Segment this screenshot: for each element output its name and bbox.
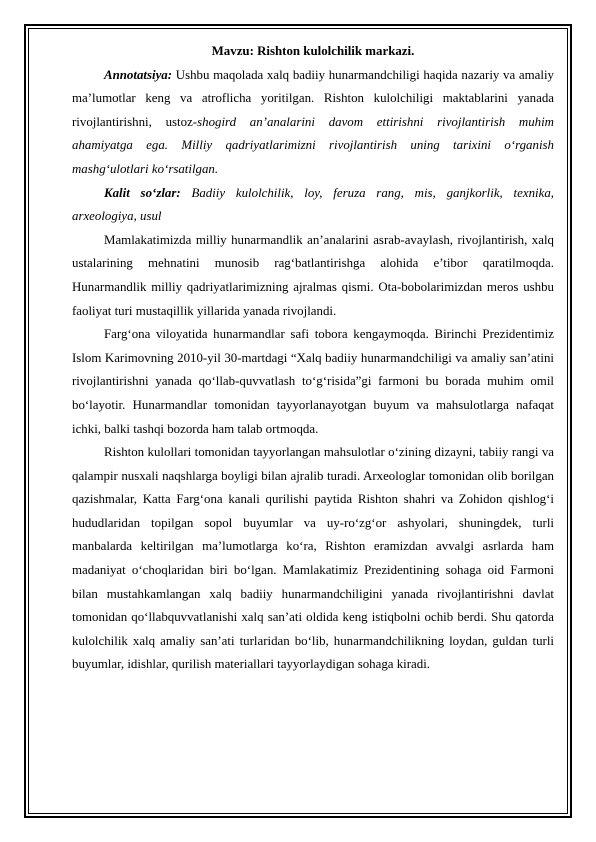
- annotation-paragraph: [72, 64, 554, 182]
- document-body: [72, 40, 554, 677]
- body-paragraph-3: Rishton kulollari tomonidan tayyorlangan mahsulotlar o‘zining dizayni, tabiiy rangi va qalampir nusxali naqshlarga boyligi bilan ajralib turadi. Arxeologlar tomonidan olib borilgan qazishmalar, Katta Farg‘ona kanali qurilishi paytida Rishton shahri va Zohidon qishlog‘i hududlaridan topilgan sopol buyumlar va uy-ro‘zg‘or ashyolari, shuningdek, turli manbalarda keltirilgan ma’lumotlarga ko‘ra, Rishton eramizdan avvalgi asrlarda ham madaniyat o‘choqlaridan biri bo‘lgan. Mamlakatimiz Prezidentining sohaga oid Farmoni bilan mustahkamlangan xalq badiiy hunarmandchiligini yanada rivojlantirishni davlat tomonidan qo‘llabquvvatlanishi xalq san’ati oldida keng istiqbolni ochib berdi. Shu qatorda kulolchilik xalq amaliy san’ati turlaridan bo‘lib, hunarmandchilikning loydan, guldan turli buyumlar, idishlar, qurilish materiallari tayyorlaydigan sohaga kiradi.: [72, 445, 554, 672]
- body-paragraph-1: Mamlakatimizda milliy hunarmandlik an’analarini asrab-avaylash, rivojlantirish, xalq ustalarining mehnatini munosib rag‘batlantirishga alohida e’tibor qaratilmoqda. Hunarmandlik milliy qadriyatlarimizning ajralmas qismi. Ota-bobolarimizdan meros ushbu faoliyat turi mustaqillik yillarida yanada rivojlandi.: [72, 232, 554, 318]
- keywords-paragraph: [72, 182, 554, 229]
- keywords-label: Kalit so‘zlar:: [104, 185, 181, 200]
- annotation-label: Annotatsiya:: [104, 67, 173, 82]
- document-title: Mavzu: Rishton kulolchilik markazi.: [211, 44, 415, 58]
- body-paragraph-2: Farg‘ona viloyatida hunarmandlar safi tobora kengaymoqda. Birinchi Prezidentimiz Islom Karimovning 2010-yil 30-martdagi “Xalq badiiy hunarmandchiligi va amaliy san’atini rivojlantirishni yanada qo‘llab-quvvatlash to‘g‘risida”gi farmoni bu borada muhim omil bo‘layotir. Hunarmandlar tomonidan tayyorlanayotgan buyum va mahsulotlarga nafaqat ichki, balki tashqi bozorda ham talab ortmoqda.: [72, 327, 554, 436]
- keywords-text: Badiiy kulolchilik, loy, feruza rang, mis, ganjkorlik, texnika, arxeologiya, usul: [72, 185, 554, 224]
- annotation-text: Ushbu maqolada xalq badiiy hunarmandchiligi haqida nazariy va amaliy ma’lumotlar keng va atroflicha yoritilgan. Rishton kulolchiligi maktablarini yanada rivojlantirishni, ustoz-: [72, 67, 554, 129]
- annotation-text-italic: shogird an’analarini davom ettirishni rivojlantirish muhim ahamiyatga ega. Milliy qadriyatlarimizni rivojlantirish uning tarixini o‘rganish mashg‘ulotlari ko‘rsatilgan.: [72, 114, 554, 176]
